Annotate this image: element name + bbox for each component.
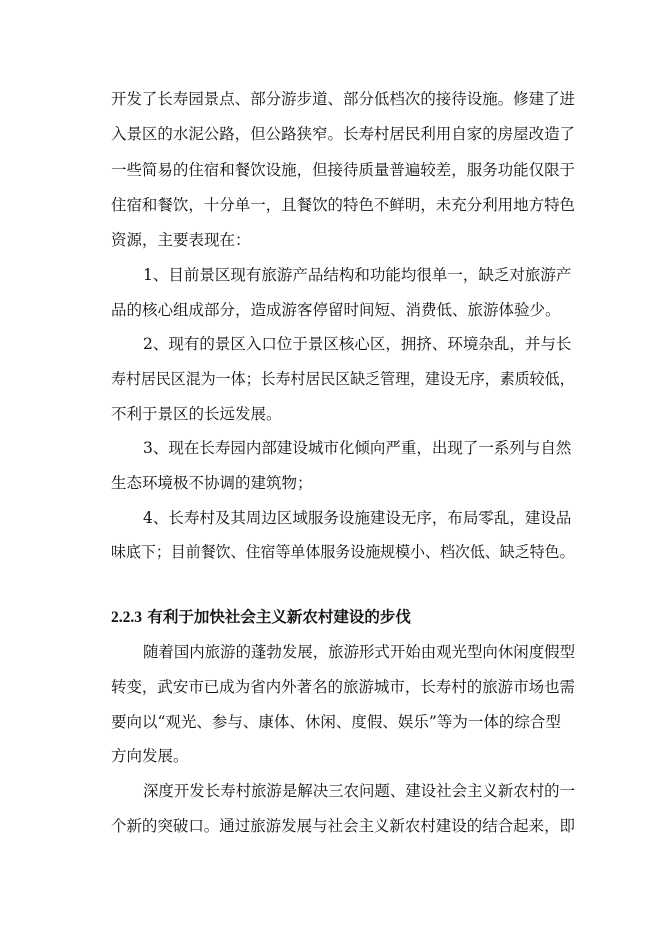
list-item-line: 味底下；目前餐饮、住宿等单体服务设施规模小、档次低、缺乏特色。	[111, 543, 575, 561]
text-line: 方向发展。	[111, 747, 189, 765]
section-title: 有利于加快社会主义新农村建设的步伐	[147, 607, 411, 626]
list-item-line: 4、长寿村及其周边区域服务设施建设无序，布局零乱，建设品	[143, 509, 572, 527]
text-line: 开发了长寿园景点、部分游步道、部分低档次的接待设施。修建了进	[111, 90, 576, 108]
list-item-line: 1、目前景区现有旅游产品结构和功能均很单一，缺乏对旅游产	[143, 266, 572, 284]
list-item-line: 生态环境极不协调的建筑物；	[111, 474, 313, 492]
text-line: 资源，主要表现在：	[111, 231, 251, 249]
section-heading	[111, 607, 411, 628]
list-item-line: 寿村居民区混为一体；长寿村居民区缺乏管理，建设无序，素质较低，	[111, 370, 575, 388]
text-line: 个新的突破口。通过旅游发展与社会主义新农村建设的结合起来，即	[111, 817, 576, 835]
list-item-line: 品的核心组成部分，造成游客停留时间短、消费低、旅游体验少。	[111, 301, 561, 319]
text-line: 住宿和餐饮，十分单一，且餐饮的特色不鲜明，未充分利用地方特色	[111, 196, 576, 214]
text-line: 转变，武安市已成为省内外著名的旅游城市，长寿村的旅游市场也需	[111, 678, 576, 696]
text-line: 随着国内旅游的蓬勃发展，旅游形式开始由观光型向休闲度假型	[143, 643, 576, 661]
text-line: 一些简易的住宿和餐饮设施，但接待质量普遍较差，服务功能仅限于	[111, 161, 576, 179]
text-line: 要向以“观光、参与、康体、休闲、度假、娱乐”等为一体的综合型	[111, 713, 561, 731]
text-line: 入景区的水泥公路，但公路狭窄。长寿村居民利用自家的房屋改造了	[111, 125, 576, 143]
list-item-line: 3、现在长寿园内部建设城市化倾向严重，出现了一系列与自然	[143, 439, 572, 457]
text-line: 深度开发长寿村旅游是解决三农问题、建设社会主义新农村的一	[143, 782, 576, 800]
section-number: 2.2.3	[111, 609, 142, 626]
list-item-line: 不利于景区的长远发展。	[111, 405, 282, 423]
list-item-line: 2、现有的景区入口位于景区核心区，拥挤、环境杂乱，并与长	[143, 335, 572, 353]
